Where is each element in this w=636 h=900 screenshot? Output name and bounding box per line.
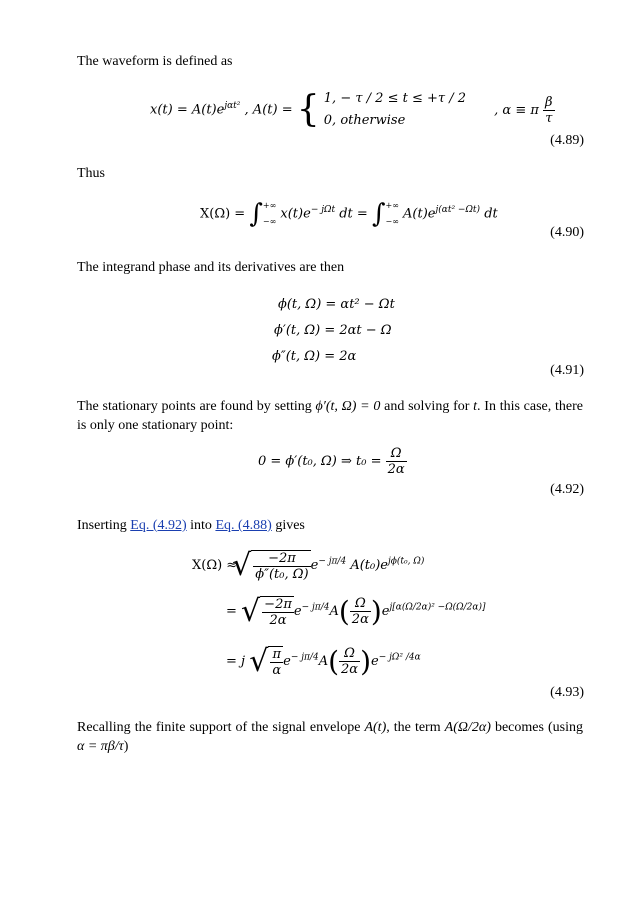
- eq89-cases: [324, 88, 466, 132]
- link-eq-4-92[interactable]: Eq. (4.92): [130, 518, 187, 533]
- eq92-left: 0 = ϕ′(t₀, Ω) ⇒ t₀ =: [258, 454, 382, 469]
- eq93-r3-exp-1: − jπ/4: [290, 652, 319, 663]
- paragraph-inserting: [77, 516, 583, 535]
- eq93-r2-radicand: [260, 596, 294, 628]
- eq90-dt: dt: [484, 206, 498, 222]
- eq93-r1-num: −2π: [253, 551, 310, 567]
- p6-text-a: Recalling the finite support of the signal envelope: [77, 720, 365, 735]
- p4-text-a: The stationary points are found by setting: [77, 399, 316, 414]
- eq92-numerator: Ω: [386, 446, 407, 462]
- equation-number-4-93: (4.93): [550, 685, 584, 700]
- equation-4-92: [258, 446, 407, 477]
- p6-text-c: becomes (using: [490, 720, 583, 735]
- eq93-r2-num: −2π: [264, 596, 292, 612]
- eq93-r1-radicand: [251, 550, 310, 582]
- eq93-r2-fraction: [350, 596, 371, 627]
- eq93-X-omega: X(Ω) ≈: [192, 558, 238, 573]
- eq89-alpha-def: , α ≡ π: [494, 102, 539, 118]
- eq92-denominator: 2α: [387, 462, 405, 477]
- eq91-phi: ϕ(t, Ω) = αt² − Ωt: [278, 297, 395, 312]
- eq90-exp-1: − jΩt: [310, 205, 336, 216]
- eq89-case-2: 0, otherwise: [323, 113, 406, 128]
- equation-number-4-92: (4.92): [550, 482, 584, 497]
- p4-text-c: . In this case, there is only one stationary point:: [77, 399, 583, 433]
- eq93-r2-A: A: [329, 604, 339, 619]
- eq93-r2-exp-2: j[α(Ω/2α)² −Ω(Ω/2α)]: [389, 602, 486, 613]
- p6-text-d: ): [123, 739, 129, 754]
- eq90-term-2: A(t)e: [403, 206, 436, 222]
- eq89-beta: β: [545, 94, 553, 110]
- eq93-r3-num: π: [270, 647, 283, 663]
- p4-t: t: [473, 399, 478, 414]
- eq93-r3-j: = j: [226, 654, 246, 669]
- p6-A-of-t: A(t): [364, 720, 387, 735]
- eq93-row-1: X(Ω) ≈ √ $\frac{-2\pi}{\text{ϕ″(t₀, Ω)}}$ $e^{- j\pi/4}$ $A(t_0)e^{j\phi(t_0, \Omega)}$: [192, 548, 425, 583]
- eq90-mid: dt =: [339, 206, 368, 222]
- sqrt-icon: √ $\frac{-2\pi}{2\alpha}$: [241, 594, 292, 629]
- eq90-X-omega: X(Ω) =: [200, 206, 246, 222]
- equation-4-93: [192, 548, 486, 692]
- p6-A-term: A(Ω/2α): [444, 720, 491, 735]
- paragraph-recalling: [77, 718, 583, 756]
- paragraph-intro: The waveform is defined as: [77, 54, 233, 69]
- equation-4-91: [272, 292, 395, 370]
- eq93-r2-den: 2α: [269, 612, 287, 628]
- eq92-fraction: [386, 446, 407, 477]
- p6-text-b: , the term: [386, 720, 445, 735]
- eq93-r2-exp-1: − jπ/4: [301, 602, 330, 613]
- eq93-row-2: = √ $\frac{-2\pi}{2\alpha}$ $e^{- j\pi/4}A$( $\frac{\Omega}{2\alpha}$ )$e^{j[\alpha(\Omega/2\alpha)^2 -\Omega(\Omega/2\alpha)]}$: [226, 594, 486, 629]
- eq93-r3-exp-2: − jΩ² /4α: [378, 652, 421, 663]
- equation-number-4-89: (4.89): [550, 133, 584, 148]
- p6-alpha-def: α = πβ/τ: [77, 739, 124, 754]
- eq93-r3-den: α: [272, 662, 282, 678]
- sqrt-icon: √ $\frac{-2\pi}{\text{ϕ″(t₀, Ω)}}$: [232, 548, 309, 583]
- link-eq-4-88[interactable]: Eq. (4.88): [215, 518, 272, 533]
- eq89-beta-over-tau: [543, 95, 555, 126]
- eq93-r3-fraction: [339, 646, 360, 677]
- integral-icon: ∫: [371, 199, 386, 229]
- p5-text-b: into: [186, 518, 216, 533]
- eq93-r2-fnum: Ω: [350, 596, 371, 612]
- p4-phi-prime: ϕ′(t, Ω) = 0: [315, 399, 381, 414]
- eq93-r3-fden: 2α: [341, 662, 359, 677]
- eq93-r2-equals: =: [226, 604, 237, 619]
- eq89-x-def: x(t) = A(t)e: [150, 102, 225, 118]
- equation-number-4-90: (4.90): [550, 225, 584, 240]
- eq93-r1-den: ϕ″(t₀, Ω): [255, 566, 309, 582]
- equation-number-4-91: (4.91): [550, 363, 584, 378]
- left-brace-icon: {: [296, 89, 320, 130]
- eq89-exponent: jαt²: [224, 101, 241, 112]
- integral-icon: ∫: [249, 199, 263, 229]
- eq90-term-1: x(t)e: [280, 206, 311, 222]
- eq93-r1-exp-1: − jπ/4: [318, 556, 347, 567]
- eq90-lower-limit-1: −∞: [262, 217, 277, 226]
- eq90-upper-limit-2: +∞: [385, 201, 399, 210]
- eq91-phi-double-prime: ϕ″(t, Ω) = 2α: [272, 349, 357, 364]
- eq93-r1-exp-2: jϕ(t₀, Ω): [388, 556, 425, 567]
- eq93-r3-radicand: [268, 646, 283, 678]
- p5-text-c: gives: [271, 518, 305, 533]
- paragraph-thus: Thus: [77, 166, 105, 181]
- eq93-r1-tail: A(t₀)e: [350, 558, 388, 573]
- eq93-r3-fnum: Ω: [339, 646, 360, 662]
- paragraph-stationary-points: [77, 397, 583, 435]
- eq89-case-1: 1, − τ / 2 ≤ t ≤ +τ / 2: [323, 91, 466, 106]
- p5-text-a: Inserting: [77, 518, 131, 533]
- eq89-tau: τ: [543, 110, 555, 126]
- eq90-exp-2: j(αt² −Ωt): [435, 205, 481, 216]
- equation-4-89: [150, 88, 555, 132]
- p4-text-b: and solving for: [380, 399, 474, 414]
- eq90-upper-limit-1: +∞: [262, 201, 277, 210]
- paragraph-integrand-phase: The integrand phase and its derivatives are then: [77, 260, 345, 275]
- equation-4-90: [200, 198, 498, 230]
- eq93-r3-A: A: [318, 654, 329, 669]
- sqrt-icon: √ $\frac{\pi}{\alpha}$: [249, 644, 282, 679]
- eq91-phi-prime: ϕ′(t, Ω) = 2αt − Ω: [274, 323, 392, 338]
- eq93-r2-fden: 2α: [351, 612, 369, 627]
- eq89-A-def: , A(t) =: [244, 102, 293, 118]
- eq90-lower-limit-2: −∞: [385, 217, 399, 226]
- eq93-row-3: = j √ $\frac{\pi}{\alpha}$ $e^{- j\pi/4}A$( $\frac{\Omega}{2\alpha}$ )$e^{- j\Omega^2 /4\alpha}$: [226, 644, 421, 679]
